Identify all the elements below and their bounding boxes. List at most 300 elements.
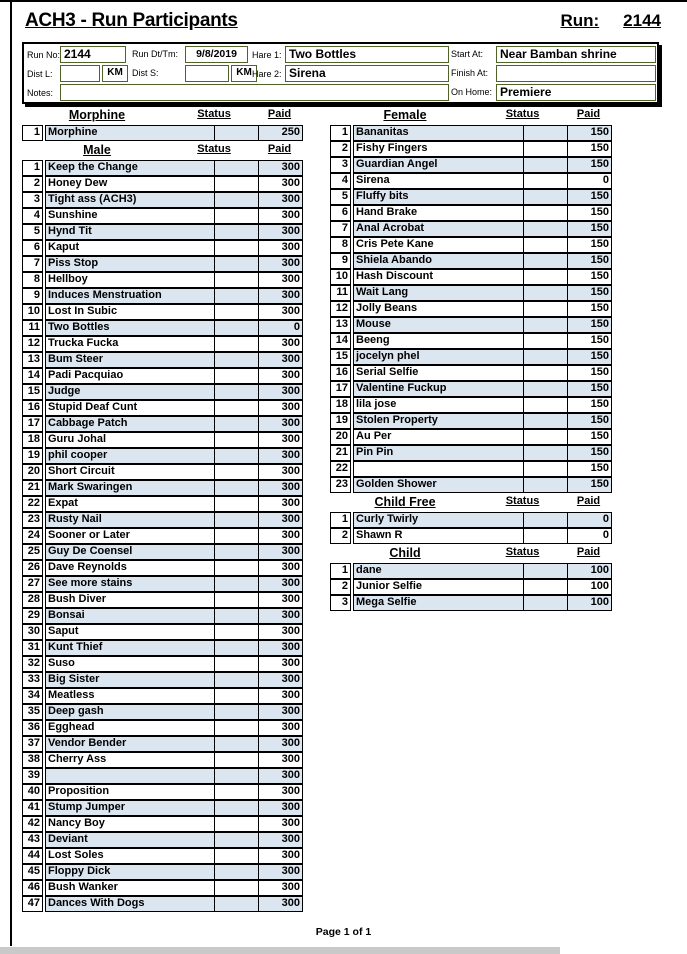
paid-cell: 150 xyxy=(568,190,611,204)
status-cell xyxy=(524,174,568,188)
status-cell xyxy=(215,257,259,271)
status-column-header: Status xyxy=(197,108,231,120)
paid-cell: 100 xyxy=(568,564,611,578)
participant-number: 35 xyxy=(22,704,43,720)
table-row xyxy=(22,256,303,272)
status-cell xyxy=(524,238,568,252)
table-row xyxy=(22,592,303,608)
paid-cell: 300 xyxy=(259,385,302,399)
hare2-label: Hare 2: xyxy=(252,69,282,79)
table-row xyxy=(22,480,303,496)
status-cell xyxy=(524,398,568,412)
row-cells xyxy=(45,624,303,640)
row-cells xyxy=(353,429,612,445)
participant-number: 16 xyxy=(330,365,351,381)
participant-name: Suso xyxy=(46,657,215,671)
paid-column-header: Paid xyxy=(576,495,601,507)
participant-name: Mega Selfie xyxy=(354,596,524,610)
paid-cell: 150 xyxy=(590,270,609,282)
paid-cell: 300 xyxy=(281,849,300,861)
row-cells xyxy=(45,496,303,512)
participant-name: Nancy Boy xyxy=(46,817,215,831)
hare1-field[interactable]: Two Bottles xyxy=(285,46,449,63)
paid-cell: 0 xyxy=(568,513,611,527)
participant-number: 8 xyxy=(22,272,43,288)
participant-name: Saput xyxy=(46,625,215,639)
table-row xyxy=(330,253,612,269)
paid-cell: 300 xyxy=(259,289,302,303)
status-cell xyxy=(215,689,259,703)
paid-cell: 150 xyxy=(568,286,611,300)
run-dt-label: Run Dt/Tm: xyxy=(132,49,179,59)
dist-l-unit: KM xyxy=(102,65,128,82)
participant-number: 9 xyxy=(22,288,43,304)
participant-name: Floppy Dick xyxy=(46,865,215,879)
section-child xyxy=(330,546,612,611)
participant-name: Sunshine xyxy=(46,209,215,223)
status-cell xyxy=(524,446,568,460)
table-row xyxy=(22,528,303,544)
paid-cell: 150 xyxy=(568,318,611,332)
participant-name: Anal Acrobat xyxy=(354,222,524,236)
run-header xyxy=(560,11,661,31)
paid-cell: 300 xyxy=(281,497,300,509)
paid-cell: 300 xyxy=(259,577,302,591)
row-cells xyxy=(353,381,612,397)
participant-name xyxy=(354,462,524,476)
table-row xyxy=(22,624,303,640)
notes-field[interactable] xyxy=(60,84,449,101)
row-cells xyxy=(45,544,303,560)
row-cells xyxy=(45,480,303,496)
paid-cell: 300 xyxy=(281,401,300,413)
row-cells xyxy=(45,512,303,528)
participant-number: 33 xyxy=(22,672,43,688)
status-cell xyxy=(215,817,259,831)
participant-name: Bush Diver xyxy=(46,593,215,607)
row-cells xyxy=(45,784,303,800)
table-row xyxy=(330,595,612,611)
table-row xyxy=(330,173,612,189)
participant-name: Junior Selfie xyxy=(354,580,524,594)
participant-number: 15 xyxy=(22,384,43,400)
finish-at-field[interactable] xyxy=(496,65,656,82)
paid-cell: 300 xyxy=(281,241,300,253)
paid-cell: 300 xyxy=(281,465,300,477)
status-cell xyxy=(215,193,259,207)
section-child-free xyxy=(330,495,612,544)
participant-name: Induces Menstruation xyxy=(46,289,215,303)
page-left-border xyxy=(10,0,12,946)
row-cells xyxy=(45,160,303,176)
participant-number: 20 xyxy=(22,464,43,480)
participant-name: Hash Discount xyxy=(354,270,524,284)
paid-cell: 150 xyxy=(568,414,611,428)
participant-number: 11 xyxy=(22,320,43,336)
paid-cell: 300 xyxy=(259,193,302,207)
row-cells xyxy=(353,445,612,461)
status-cell xyxy=(524,564,568,578)
status-cell xyxy=(215,353,259,367)
participant-number: 41 xyxy=(22,800,43,816)
run-date-field[interactable]: 9/8/2019 xyxy=(185,46,248,63)
participant-number: 1 xyxy=(330,125,351,141)
table-row xyxy=(22,400,303,416)
status-cell xyxy=(215,417,259,431)
section-header-male xyxy=(22,143,303,160)
section-header-morphine xyxy=(22,108,303,125)
participant-number: 1 xyxy=(330,512,351,528)
participant-name: Meatless xyxy=(46,689,215,703)
participant-name: Lost In Subic xyxy=(46,305,215,319)
table-row xyxy=(22,384,303,400)
section-title: Male xyxy=(83,143,111,157)
participant-name: Lost Soles xyxy=(46,849,215,863)
table-row xyxy=(22,800,303,816)
paid-cell: 150 xyxy=(568,478,611,492)
participant-name: Wait Lang xyxy=(354,286,524,300)
row-cells xyxy=(45,125,303,141)
section-header-child xyxy=(330,546,612,563)
participant-name: Pin Pin xyxy=(354,446,524,460)
section-title: Child xyxy=(389,546,421,560)
paid-cell: 300 xyxy=(281,305,300,317)
status-cell xyxy=(524,462,568,476)
row-cells xyxy=(45,592,303,608)
participant-number: 24 xyxy=(22,528,43,544)
table-row xyxy=(22,576,303,592)
participant-number: 45 xyxy=(22,864,43,880)
left-column xyxy=(22,108,303,914)
status-cell xyxy=(524,206,568,220)
row-cells xyxy=(353,125,612,141)
row-cells xyxy=(45,800,303,816)
dist-s-field[interactable] xyxy=(185,65,229,82)
participant-name: Fluffy bits xyxy=(354,190,524,204)
start-at-field[interactable]: Near Bamban shrine xyxy=(496,46,656,63)
table-row xyxy=(330,205,612,221)
status-cell xyxy=(524,142,568,156)
status-cell xyxy=(215,705,259,719)
participant-number: 13 xyxy=(22,352,43,368)
row-cells xyxy=(45,880,303,896)
participant-name: Cabbage Patch xyxy=(46,417,215,431)
participant-number: 12 xyxy=(330,301,351,317)
status-cell xyxy=(215,497,259,511)
participant-number: 32 xyxy=(22,656,43,672)
table-row xyxy=(22,432,303,448)
finish-at-label: Finish At: xyxy=(451,68,489,78)
status-cell xyxy=(524,286,568,300)
paid-cell: 150 xyxy=(590,462,609,474)
table-row xyxy=(330,512,612,528)
row-cells xyxy=(353,413,612,429)
participant-number: 21 xyxy=(330,445,351,461)
status-cell xyxy=(215,593,259,607)
paid-cell: 300 xyxy=(259,449,302,463)
row-cells xyxy=(45,832,303,848)
table-row xyxy=(22,768,303,784)
table-row xyxy=(330,461,612,477)
participant-name: Two Bottles xyxy=(46,321,215,335)
status-cell xyxy=(215,897,259,911)
participant-name: Jolly Beans xyxy=(354,302,524,316)
status-cell xyxy=(524,318,568,332)
table-row xyxy=(22,864,303,880)
paid-cell: 250 xyxy=(259,126,302,140)
table-row xyxy=(330,397,612,413)
participant-name: See more stains xyxy=(46,577,215,591)
paid-column-header: Paid xyxy=(267,143,292,155)
table-row xyxy=(22,832,303,848)
status-cell xyxy=(524,190,568,204)
table-row xyxy=(22,496,303,512)
paid-cell: 0 xyxy=(259,321,302,335)
paid-cell: 300 xyxy=(281,273,300,285)
participant-number: 1 xyxy=(22,160,43,176)
row-cells xyxy=(353,141,612,157)
row-cells xyxy=(45,608,303,624)
participant-name: Bush Wanker xyxy=(46,881,215,895)
row-cells xyxy=(45,400,303,416)
paid-cell: 300 xyxy=(281,369,300,381)
hare2-field[interactable]: Sirena xyxy=(285,65,449,82)
participant-number: 47 xyxy=(22,896,43,912)
paid-cell: 300 xyxy=(281,785,300,797)
status-cell xyxy=(524,382,568,396)
participant-name: Big Sister xyxy=(46,673,215,687)
paid-cell: 300 xyxy=(259,161,302,175)
row-cells xyxy=(45,176,303,192)
participant-number: 22 xyxy=(22,496,43,512)
table-row xyxy=(330,365,612,381)
status-column-header: Status xyxy=(197,143,231,155)
row-cells xyxy=(45,208,303,224)
participant-name: Rusty Nail xyxy=(46,513,215,527)
status-cell xyxy=(524,513,568,527)
table-row xyxy=(22,240,303,256)
participant-name: Serial Selfie xyxy=(354,366,524,380)
paid-cell: 300 xyxy=(259,353,302,367)
table-row xyxy=(22,688,303,704)
section-header-child-free xyxy=(330,495,612,512)
table-row xyxy=(22,208,303,224)
run-no-field[interactable]: 2144 xyxy=(60,46,126,63)
participant-name: lila jose xyxy=(354,398,524,412)
table-row xyxy=(330,301,612,317)
hare1-label: Hare 1: xyxy=(252,50,282,60)
paid-cell: 300 xyxy=(259,257,302,271)
paid-cell: 150 xyxy=(590,334,609,346)
paid-cell: 300 xyxy=(281,817,300,829)
paid-cell: 300 xyxy=(281,209,300,221)
participant-number: 16 xyxy=(22,400,43,416)
paid-column-header: Paid xyxy=(576,546,601,558)
status-cell xyxy=(215,481,259,495)
participant-name: Expat xyxy=(46,497,215,511)
participant-name: Kunt Thief xyxy=(46,641,215,655)
status-column-header: Status xyxy=(505,546,540,558)
row-cells xyxy=(353,528,612,544)
participant-name: Stolen Property xyxy=(354,414,524,428)
table-row xyxy=(22,672,303,688)
table-row xyxy=(330,445,612,461)
table-row xyxy=(330,528,612,544)
paid-cell: 150 xyxy=(590,302,609,314)
participant-name: Mouse xyxy=(354,318,524,332)
table-row xyxy=(330,269,612,285)
status-cell xyxy=(215,673,259,687)
paid-cell: 150 xyxy=(590,238,609,250)
participant-number: 7 xyxy=(330,221,351,237)
status-cell xyxy=(215,529,259,543)
row-cells xyxy=(45,432,303,448)
participant-number: 19 xyxy=(22,448,43,464)
status-cell xyxy=(215,449,259,463)
status-cell xyxy=(524,222,568,236)
participant-number: 2 xyxy=(22,176,43,192)
paid-cell: 150 xyxy=(568,382,611,396)
row-cells xyxy=(353,365,612,381)
participant-number: 6 xyxy=(22,240,43,256)
participant-number: 18 xyxy=(330,397,351,413)
participant-name: Guardian Angel xyxy=(354,158,524,172)
row-cells xyxy=(45,528,303,544)
row-cells xyxy=(45,768,303,784)
table-row xyxy=(22,656,303,672)
status-cell xyxy=(524,126,568,140)
status-column-header: Status xyxy=(505,108,540,120)
table-row xyxy=(22,368,303,384)
status-cell xyxy=(215,337,259,351)
status-cell xyxy=(215,209,259,223)
participant-name: Egghead xyxy=(46,721,215,735)
row-cells xyxy=(353,157,612,173)
row-cells xyxy=(353,349,612,365)
status-cell xyxy=(215,385,259,399)
participant-name: Bum Steer xyxy=(46,353,215,367)
dist-l-label: Dist L: xyxy=(27,69,53,79)
participant-number: 27 xyxy=(22,576,43,592)
participant-number: 2 xyxy=(330,141,351,157)
table-row xyxy=(330,477,612,493)
status-cell xyxy=(524,596,568,610)
dist-l-field[interactable] xyxy=(60,65,100,82)
status-cell xyxy=(215,513,259,527)
participant-number: 21 xyxy=(22,480,43,496)
row-cells xyxy=(45,704,303,720)
row-cells xyxy=(45,464,303,480)
paid-cell: 300 xyxy=(259,833,302,847)
participant-number: 26 xyxy=(22,560,43,576)
section-male xyxy=(22,143,303,912)
participant-name: Mark Swaringen xyxy=(46,481,215,495)
row-cells xyxy=(45,656,303,672)
participant-number: 2 xyxy=(330,579,351,595)
paid-cell: 300 xyxy=(259,641,302,655)
row-cells xyxy=(45,240,303,256)
participant-tables xyxy=(22,108,612,914)
participant-number: 25 xyxy=(22,544,43,560)
table-row xyxy=(22,176,303,192)
table-row xyxy=(22,880,303,896)
participant-name: Proposition xyxy=(46,785,215,799)
row-cells xyxy=(45,864,303,880)
participant-name: Guru Johal xyxy=(46,433,215,447)
table-row xyxy=(22,352,303,368)
participant-number: 22 xyxy=(330,461,351,477)
row-cells xyxy=(45,720,303,736)
table-row xyxy=(22,448,303,464)
participant-number: 10 xyxy=(22,304,43,320)
status-cell xyxy=(524,478,568,492)
status-cell xyxy=(215,785,259,799)
paid-cell: 300 xyxy=(259,513,302,527)
table-row xyxy=(22,336,303,352)
status-cell xyxy=(524,430,568,444)
participant-name: Dances With Dogs xyxy=(46,897,215,911)
row-cells xyxy=(353,461,612,477)
on-home-field[interactable]: Premiere xyxy=(496,84,656,101)
participant-number: 20 xyxy=(330,429,351,445)
participant-name: Shawn R xyxy=(354,529,524,543)
participant-number: 4 xyxy=(330,173,351,189)
row-cells xyxy=(353,189,612,205)
participant-number: 23 xyxy=(330,477,351,493)
participant-name: Au Per xyxy=(354,430,524,444)
participant-name: Honey Dew xyxy=(46,177,215,191)
row-cells xyxy=(353,237,612,253)
status-cell xyxy=(524,158,568,172)
table-row xyxy=(330,237,612,253)
table-row xyxy=(22,544,303,560)
row-cells xyxy=(353,317,612,333)
dist-s-unit: KM xyxy=(231,65,257,82)
participant-name: Fishy Fingers xyxy=(354,142,524,156)
table-row xyxy=(22,464,303,480)
table-row xyxy=(22,125,303,141)
participant-number: 4 xyxy=(22,208,43,224)
paid-cell: 300 xyxy=(281,593,300,605)
status-cell xyxy=(215,321,259,335)
status-cell xyxy=(524,270,568,284)
status-cell xyxy=(215,577,259,591)
participant-number: 42 xyxy=(22,816,43,832)
participant-name: phil cooper xyxy=(46,449,215,463)
participant-number: 14 xyxy=(330,333,351,349)
paid-cell: 300 xyxy=(259,225,302,239)
participant-number: 5 xyxy=(330,189,351,205)
right-column xyxy=(330,108,612,914)
status-cell xyxy=(215,881,259,895)
paid-cell: 150 xyxy=(568,446,611,460)
paid-cell: 150 xyxy=(568,222,611,236)
participant-number: 8 xyxy=(330,237,351,253)
paid-cell: 300 xyxy=(259,673,302,687)
status-cell xyxy=(215,126,259,140)
participant-number: 28 xyxy=(22,592,43,608)
row-cells xyxy=(45,224,303,240)
participant-name: Padi Pacquiao xyxy=(46,369,215,383)
participant-number: 39 xyxy=(22,768,43,784)
table-row xyxy=(22,608,303,624)
table-row xyxy=(330,189,612,205)
table-row xyxy=(22,272,303,288)
status-cell xyxy=(524,366,568,380)
status-cell xyxy=(215,289,259,303)
row-cells xyxy=(45,848,303,864)
section-title: Morphine xyxy=(68,108,126,122)
